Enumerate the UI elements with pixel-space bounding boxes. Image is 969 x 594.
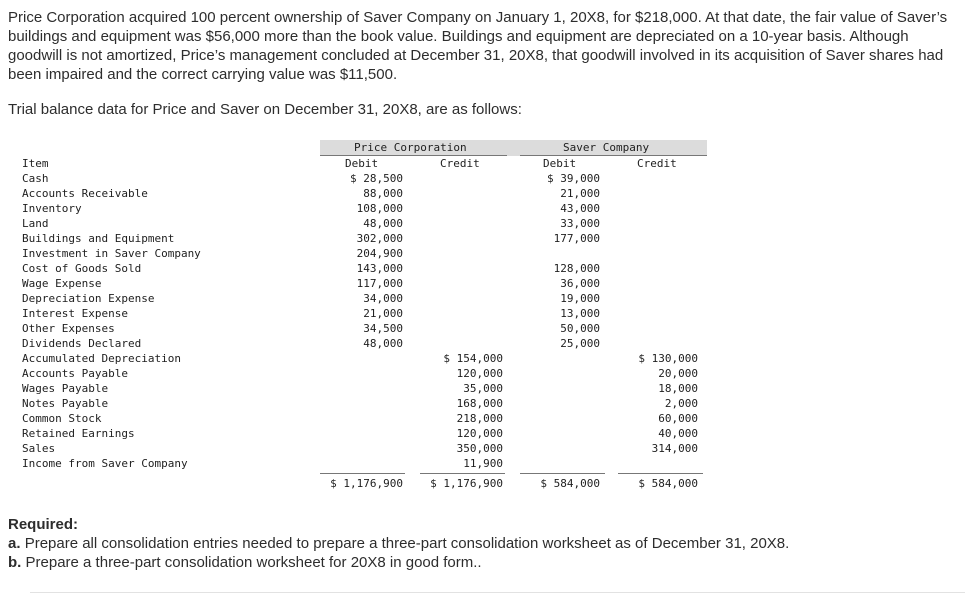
cell-saver-debit: 25,000 [560, 337, 600, 350]
cell-price-debit: $ 28,500 [350, 172, 403, 185]
cell-saver-debit: 177,000 [553, 232, 600, 245]
part-a-label: a. [8, 535, 21, 552]
cell-price-debit: 34,500 [363, 322, 403, 335]
column-header-price-credit: Credit [440, 157, 480, 170]
cell-saver-credit: 2,000 [664, 397, 698, 410]
column-header-saver-debit: Debit [543, 157, 577, 170]
cell-price-credit: 218,000 [456, 412, 503, 425]
cell-price-credit: 11,900 [463, 457, 503, 470]
cell-saver-debit: 19,000 [560, 292, 600, 305]
cell-saver-credit: 18,000 [658, 382, 698, 395]
row-item-label: Cost of Goods Sold [22, 262, 142, 275]
cell-saver-debit: 128,000 [553, 262, 600, 275]
cell-price-credit: 120,000 [456, 427, 503, 440]
cell-saver-debit: 21,000 [560, 187, 600, 200]
total-rule-saver-credit [618, 473, 703, 474]
row-item-label: Sales [22, 442, 56, 455]
cell-saver-debit: $ 39,000 [547, 172, 600, 185]
cell-price-debit: 34,000 [363, 292, 403, 305]
cell-price-debit: 48,000 [363, 337, 403, 350]
bottom-divider [30, 592, 965, 593]
column-header-price-debit: Debit [345, 157, 379, 170]
cell-saver-credit: 40,000 [658, 427, 698, 440]
row-item-label: Accumulated Depreciation [22, 352, 181, 365]
row-item-label: Income from Saver Company [22, 457, 188, 470]
required-section [8, 515, 789, 572]
total-saver-credit: $ 584,000 [638, 477, 698, 490]
total-price-debit: $ 1,176,900 [330, 477, 403, 490]
total-rule-price-credit [420, 473, 505, 474]
row-item-label: Dividends Declared [22, 337, 142, 350]
part-b-text: Prepare a three-part consolidation worksheet for 20X8 in good form.. [25, 554, 482, 571]
row-item-label: Depreciation Expense [22, 292, 155, 305]
total-rule-price-debit [320, 473, 405, 474]
cell-price-debit: 48,000 [363, 217, 403, 230]
row-item-label: Inventory [22, 202, 82, 215]
cell-price-debit: 204,900 [356, 247, 403, 260]
cell-saver-credit: 20,000 [658, 367, 698, 380]
problem-intro: Price Corporation acquired 100 percent ownership of Saver Company on January 1, 20X8, for $218,000. At that date, the fair value of Saver’s buildings and equipment was $56,000 more than the book value. Buildings and equipment are depreciated on a 10-year basis. Although goodwill is not amortized, Price’s management concluded at December 31, 20X8, that goodwill involved in its acquisition of Saver shares had been impaired and the correct carrying value was $11,500. [8, 9, 948, 83]
trial-balance-heading: Trial balance data for Price and Saver on December 31, 20X8, are as follows: [8, 101, 522, 118]
cell-price-debit: 108,000 [356, 202, 403, 215]
cell-price-credit: 35,000 [463, 382, 503, 395]
cell-saver-credit: 60,000 [658, 412, 698, 425]
price-corporation-header: Price Corporation [354, 141, 467, 154]
total-saver-debit: $ 584,000 [540, 477, 600, 490]
cell-saver-debit: 13,000 [560, 307, 600, 320]
cell-price-credit: 168,000 [456, 397, 503, 410]
row-item-label: Accounts Payable [22, 367, 128, 380]
row-item-label: Wages Payable [22, 382, 109, 395]
cell-price-debit: 117,000 [356, 277, 403, 290]
cell-price-credit: 120,000 [456, 367, 503, 380]
cell-price-credit: 350,000 [456, 442, 503, 455]
saver-company-header: Saver Company [563, 141, 650, 154]
total-rule-saver-debit [520, 473, 605, 474]
column-header-item: Item [22, 157, 49, 170]
cell-price-debit: 21,000 [363, 307, 403, 320]
cell-price-credit: $ 154,000 [443, 352, 503, 365]
row-item-label: Common Stock [22, 412, 102, 425]
required-part-a [8, 534, 789, 553]
row-item-label: Wage Expense [22, 277, 102, 290]
row-item-label: Retained Earnings [22, 427, 135, 440]
cell-price-debit: 143,000 [356, 262, 403, 275]
part-b-label: b. [8, 554, 22, 571]
trial-balance-table [20, 140, 710, 495]
cell-saver-debit: 36,000 [560, 277, 600, 290]
required-part-b [8, 553, 789, 572]
row-item-label: Other Expenses [22, 322, 115, 335]
cell-saver-debit: 50,000 [560, 322, 600, 335]
row-item-label: Buildings and Equipment [22, 232, 175, 245]
total-price-credit: $ 1,176,900 [430, 477, 503, 490]
row-item-label: Notes Payable [22, 397, 109, 410]
column-header-saver-credit: Credit [637, 157, 677, 170]
part-a-text: Prepare all consolidation entries needed to prepare a three-part consolidation worksheet as of December 31, 20X8. [24, 535, 790, 552]
row-item-label: Land [22, 217, 49, 230]
cell-saver-debit: 33,000 [560, 217, 600, 230]
cell-price-debit: 302,000 [356, 232, 403, 245]
row-item-label: Cash [22, 172, 49, 185]
cell-saver-debit: 43,000 [560, 202, 600, 215]
cell-saver-credit: 314,000 [651, 442, 698, 455]
cell-price-debit: 88,000 [363, 187, 403, 200]
row-item-label: Accounts Receivable [22, 187, 148, 200]
cell-saver-credit: $ 130,000 [638, 352, 698, 365]
required-title: Required: [8, 516, 79, 533]
row-item-label: Investment in Saver Company [22, 247, 201, 260]
row-item-label: Interest Expense [22, 307, 128, 320]
